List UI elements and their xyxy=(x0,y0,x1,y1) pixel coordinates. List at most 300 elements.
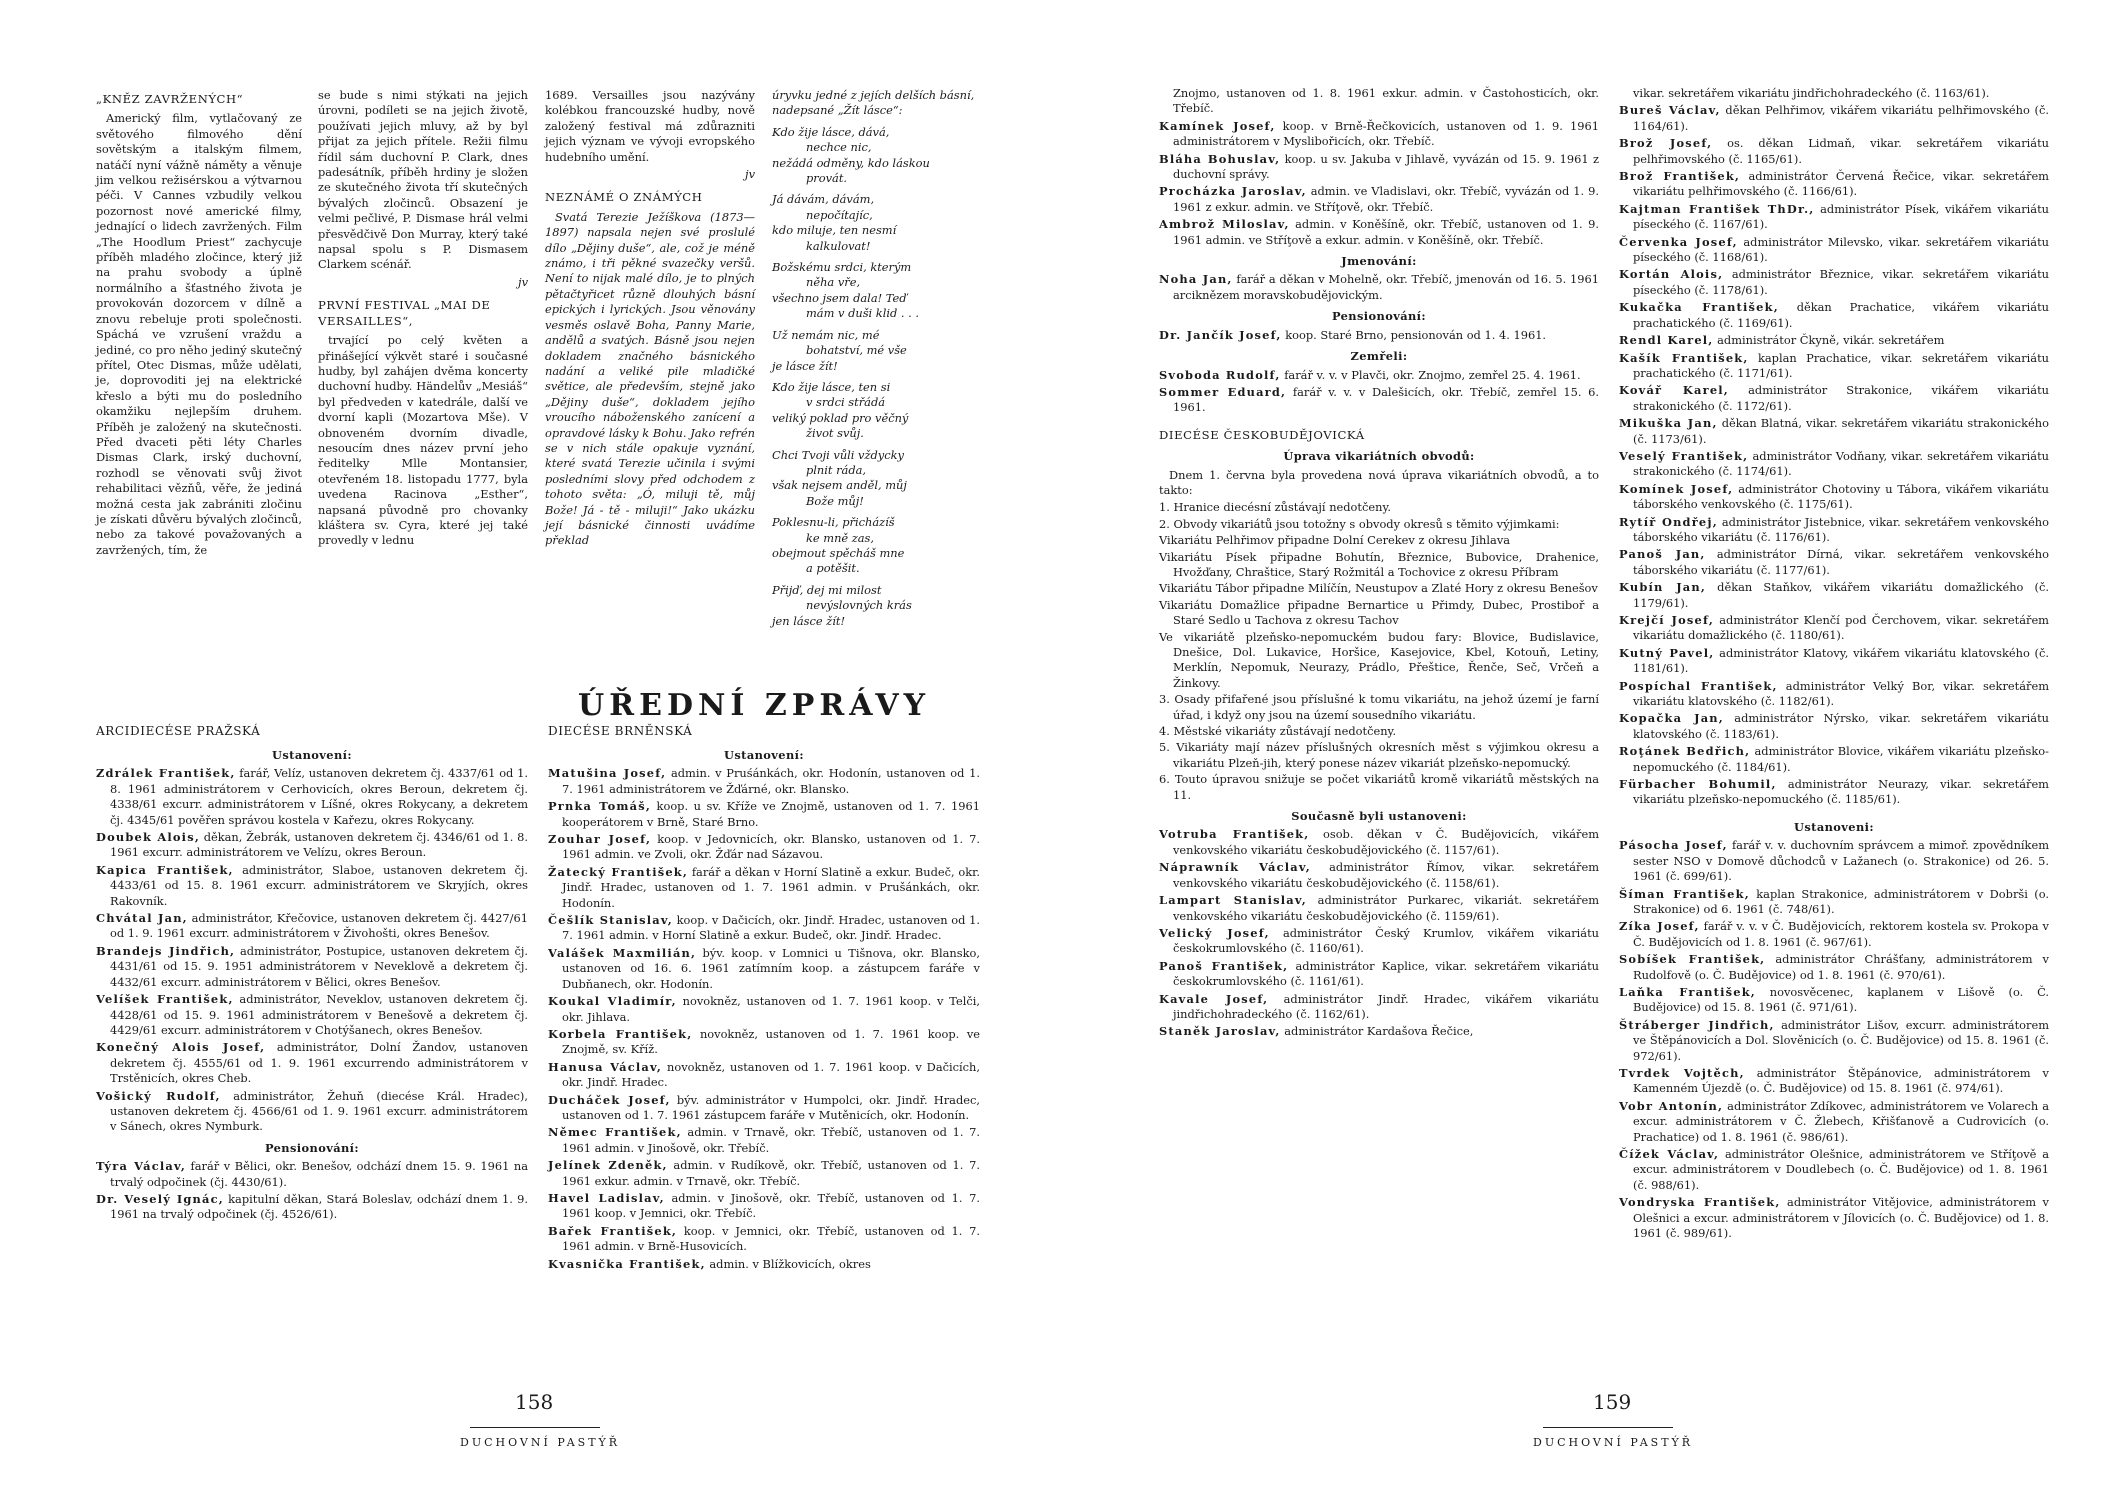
entry-text: administrátor Jindř. Hradec, vikářem vikariátu jindřichohradeckého (č. 1162/61). xyxy=(1173,991,1600,1021)
section-heading-brno: DIECÉSE BRNĚNSKÁ xyxy=(548,724,693,738)
entry-name: Velíšek František, xyxy=(96,992,234,1007)
page-footer: DUCHOVNÍ PASTÝŘ xyxy=(460,1436,621,1449)
entry xyxy=(548,1125,980,1156)
entry xyxy=(1159,926,1599,957)
entry xyxy=(1619,777,2049,808)
uprava-list-item: Vikariátu Pelhřimov připadne Dolní Cerekev z okresu Jihlava xyxy=(1159,533,1511,548)
entry xyxy=(1159,385,1599,416)
entry-name: Noha Jan, xyxy=(1159,272,1233,287)
entry xyxy=(1159,328,1599,343)
entry-text: farář v Bělici, okr. Benešov, odchází dnem 15. 9. 1961 na trvalý odpočinek (čj. 4430/61). xyxy=(110,1159,528,1189)
left-col-3 xyxy=(545,88,755,551)
entry-name: Sommer Eduard, xyxy=(1159,384,1287,399)
entry-name: Mikuška Jan, xyxy=(1619,416,1718,431)
jmenovani-entries xyxy=(1159,272,1599,303)
entry-name: Kapica František, xyxy=(96,862,234,877)
page-number: 158 xyxy=(515,1390,554,1414)
poem-stanza xyxy=(772,515,982,577)
entry xyxy=(1619,985,2049,1016)
entry-name: Svoboda Rudolf, xyxy=(1159,367,1281,382)
entry xyxy=(1619,1195,2049,1241)
entry xyxy=(1619,136,2049,167)
entry-name: Votruba František, xyxy=(1159,827,1310,842)
section-title: ÚŘEDNÍ ZPRÁVY xyxy=(578,688,931,723)
poem-line: nevýslovných krás xyxy=(806,598,912,613)
entry-text: administrátor Klenčí pod Čerchovem, vikar. sekretářem vikariátu domažlického (č. 1180/61). xyxy=(1633,613,2049,643)
poem-stanza xyxy=(772,260,982,322)
entry xyxy=(1619,1018,2049,1064)
entry-name: Hanusa Václav, xyxy=(548,1059,663,1074)
entry-name: Jelínek Zdeněk, xyxy=(548,1158,668,1173)
entry-name: Červenka Josef, xyxy=(1619,234,1738,249)
entry-name: Matušina Josef, xyxy=(548,766,667,781)
entry-name: Komínek Josef, xyxy=(1619,481,1734,496)
entry-text: farář v. v. v Dalešicích, okr. Třebíč, zemřel 15. 6. 1961. xyxy=(1173,384,1599,415)
poem-line: Chci Tvoji vůli vždycky xyxy=(772,447,904,462)
continued-entry: Znojmo, ustanoven od 1. 8. 1961 exkur. admin. v Častohosticích, okr. Třebíč. xyxy=(1173,86,1599,116)
entry-text: administrátor Kaplice, vikar. sekretářem vikariátu českokrumlovského (č. 1161/61). xyxy=(1173,958,1599,989)
uprava-list-item: 6. Touto úpravou snižuje se počet vikariátů kromě vikariátů městských na 11. xyxy=(1159,772,1599,802)
entry-name: Rendl Karel, xyxy=(1619,333,1714,348)
entry-text: admin. v Rudíkově, okr. Třebíč, ustanoven od 1. 7. 1961 exkur. admin. v Trnavě, okr. Třebíč. xyxy=(562,1158,981,1188)
entry-text: kapitulní děkan, Stará Boleslav, odchází dnem 1. 9. 1961 na trvalý odpočinek (čj. 4526/61). xyxy=(110,1191,528,1222)
entry xyxy=(1159,184,1599,215)
poem-line: Bože můj! xyxy=(806,493,864,508)
entry-name: Kubín Jan, xyxy=(1619,580,1707,595)
entry-text: admin. v Blížkovicích, okres xyxy=(705,1256,871,1271)
entry-text: administrátor Římov, vikar. sekretářem venkovského vikariátu českobudějovického (č. 1158/61). xyxy=(1173,860,1600,890)
entry xyxy=(548,1060,980,1091)
entry-name: Velický Josef, xyxy=(1159,925,1270,940)
poem-stanza xyxy=(772,448,982,510)
page-number: 159 xyxy=(1593,1390,1632,1414)
poem-stanza xyxy=(772,380,982,442)
entry-name: Valášek Maxmilián, xyxy=(548,945,697,960)
entry-name: Kopačka Jan, xyxy=(1619,711,1724,726)
continued-entry: vikar. sekretářem vikariátu jindřichohradeckého (č. 1163/61). xyxy=(1633,86,1990,100)
entry-text: administrátor Štěpánovice, administrátorem v Kamenném Újezdě (o. Č. Budějovice) od 15. 8. 1961 (č. 974/61). xyxy=(1633,1065,2049,1096)
entry xyxy=(96,830,528,861)
entry-name: Korbela František, xyxy=(548,1026,693,1041)
entry xyxy=(548,913,980,944)
entry-name: Sobíšek František, xyxy=(1619,952,1766,967)
poem-line: je lásce žít! xyxy=(772,358,838,373)
entry xyxy=(1619,1099,2049,1145)
article-heading-neznámé: NEZNÁMÉ O ZNÁMÝCH xyxy=(545,190,703,205)
entry-name: Staněk Jaroslav, xyxy=(1159,1024,1281,1039)
right-page xyxy=(1063,0,2126,1500)
poem-stanzas xyxy=(772,125,982,629)
entry xyxy=(1619,383,2049,414)
poem-line: provát. xyxy=(806,171,848,186)
uprava-list-item: 1. Hranice diecésní zůstávají nedotčeny. xyxy=(1159,500,1391,515)
entry-name: Ducháček Josef, xyxy=(548,1092,671,1107)
entry xyxy=(1159,119,1599,150)
poem-line: plnit ráda, xyxy=(806,462,867,477)
entry xyxy=(96,911,528,942)
entry-name: Kašík František, xyxy=(1619,350,1749,365)
entry-text: administrátor Dírná, vikar. sekretářem venkovského táborského vikariátu (č. 1177/61). xyxy=(1633,547,2049,577)
entry-name: Procházka Jaroslav, xyxy=(1159,184,1307,199)
entry xyxy=(1159,959,1599,990)
entry-name: Náprawník Václav, xyxy=(1159,860,1311,875)
poem-line: nežádá odměny, kdo láskou xyxy=(772,155,930,170)
entry xyxy=(1159,1024,1599,1039)
entry-name: Bařek František, xyxy=(548,1223,678,1238)
entry xyxy=(548,1257,980,1272)
entry-name: Kavale Josef, xyxy=(1159,991,1269,1006)
poem-line: bohatství, mé vše xyxy=(806,343,907,358)
entry xyxy=(1619,613,2049,644)
entry-text: administrátor Čkyně, vikár. sekretářem xyxy=(1713,333,1945,348)
entry xyxy=(1619,515,2049,546)
entry xyxy=(548,1093,980,1124)
footer-rule xyxy=(1543,1427,1673,1428)
poem-line: však nejsem anděl, můj xyxy=(772,478,907,493)
article-text-kněz-cont: se bude s nimi stýkati na jejich úrovni, podíleti se na jejich životě, používati jejich mluvy, až by byl přijat za jejich přítele. Režii filmu řídil sám duchovní P. Clark, dnes padesátník, příběh hrdiny je složen ze skutečného života tří skutečných bývalých zločinců. Obsazení je velmi pečlivé, P. Dismase hrál velmi přesvědčivě Don Murray, který také napsal spolu s P. Dismasem Clarkem scénář. xyxy=(318,88,528,272)
entry-text: os. děkan Lidmaň, vikar. sekretářem vikariátu pelhřimovského (č. 1165/61). xyxy=(1633,136,2049,166)
entry xyxy=(548,799,980,830)
footer-rule xyxy=(470,1427,600,1428)
entry xyxy=(1619,333,2049,348)
article-text-festival-cont: 1689. Versailles jsou nazývány kolébkou francouzské hudby, nově založený festival má zdůrazniti jejich význam ve vývoji evropského hudebního umění. xyxy=(545,88,755,164)
poem-line: Poklesnu-li, přicházíš xyxy=(772,515,895,530)
entry-text: administrátor Kardašova Řečice, xyxy=(1280,1024,1474,1039)
entry-text: administrátor Velký Bor, vikar. sekretářem vikariátu klatovského (č. 1182/61). xyxy=(1633,678,2049,709)
article-text-festival: trvající po celý květen a přinášející výkvět staré i současné hudby, byl zahájen dvěma koncerty duchovní hudby. Händelův „Mesiáš“ byl předveden v katedrále, další ve dvorní kapli (Mozartova Mše). V obnoveném dvorním divadle, nesoucím dnes název první jeho ředitelky Mlle Montansier, otevřeném 18. listopadu 1777, byla uvedena Racinova „Esther“, napsaná původně pro chovanky kláštera sv. Cyra, které jej také provedly v lednu xyxy=(318,333,528,548)
uprava-list xyxy=(1159,500,1599,803)
entry-name: Veselý František, xyxy=(1619,448,1749,463)
uprava-list-item: 5. Vikariáty mají název příslušných okresních měst s výjimkou okresu a vikariátu Plzeň-jih, který ponese název vikariát plzeňsko-nepomucký. xyxy=(1159,740,1599,770)
entry xyxy=(548,832,980,863)
entry-name: Šíman František, xyxy=(1619,886,1750,901)
praha-column xyxy=(96,742,528,1225)
entry-name: Panoš Jan, xyxy=(1619,547,1706,562)
entry xyxy=(548,1224,980,1255)
entry-text: administrátor Vodňany, vikar. sekretářem vikariátu strakonického (č. 1174/61). xyxy=(1633,448,2049,479)
entry xyxy=(96,1040,528,1086)
left-col-4-poem xyxy=(772,88,982,635)
poem-line: Já dávám, dávám, xyxy=(772,192,875,207)
entry xyxy=(1619,482,2049,513)
entry xyxy=(1159,992,1599,1023)
brno-entries xyxy=(548,766,980,1272)
entry-text: býv. koop. v Lomnici u Tišnova, okr. Blansko, ustanoven od 16. 6. 1961 zatímním koop. a zástupcem faráře v Dubňanech, okr. Hodonín. xyxy=(562,945,980,991)
entry xyxy=(548,1191,980,1222)
signature: jv xyxy=(745,167,755,182)
entry-text: novokněz, ustanoven od 1. 7. 1961 koop. v Telči, okr. Jihlava. xyxy=(562,994,980,1024)
entry-text: admin. ve Vladislavi, okr. Třebíč, vyvázán od 1. 9. 1961 z exkur. admin. ve Stříţově, okr. Třebíč. xyxy=(1173,184,1599,214)
pensionovani-entries xyxy=(1159,328,1599,343)
entry-text: administrátor Klatovy, vikářem vikariátu klatovského (č. 1181/61). xyxy=(1633,645,2050,676)
poem-line: Přijď, dej mi milost xyxy=(772,582,882,597)
article-heading-festival: PRVNÍ FESTIVAL „MAI DE VERSAILLES“, xyxy=(318,298,491,328)
entry-name: Pásocha Josef, xyxy=(1619,838,1728,853)
subheading-zemreli: Zemřeli: xyxy=(1350,349,1408,364)
entry-name: Čížek Václav, xyxy=(1619,1147,1720,1161)
entry-name: Brož František, xyxy=(1619,169,1741,184)
poem-line: ke mně zas, xyxy=(806,530,875,545)
entry-text: farář a děkan v Horní Slatině a exkur. Budeč, okr. Jindř. Hradec, ustanoven od 1. 7. 1961 admin. v Prušánkách, okr. Hodonín. xyxy=(562,864,980,910)
entry xyxy=(1619,351,2049,382)
poem-line: život svůj. xyxy=(806,426,864,441)
brno-column xyxy=(548,742,980,1274)
entry-text: admin. v Jinošově, okr. Třebíč, ustanoven od 1. 7. 1961 koop. v Jemnici, okr. Třebíč. xyxy=(562,1190,980,1221)
entry xyxy=(96,1192,528,1223)
entry-text: farář, Velíz, ustanoven dekretem čj. 4337/61 od 1. 8. 1961 administrátorem v Cerhovicích, okres Beroun, dekretem čj. 4338/61 excurr. administrátorem v Líšné, okres Rokycany, a dekretem čj. 4345/61 pověřen správou kostela v Kařezu, okres Rokycany. xyxy=(110,766,528,827)
entry xyxy=(1619,202,2049,233)
entry xyxy=(1619,887,2049,918)
entry-name: Brož Josef, xyxy=(1619,136,1713,151)
poem-line: Už nemám nic, mé xyxy=(772,327,880,342)
subheading-uprava: Úprava vikariátních obvodů: xyxy=(1283,449,1475,464)
entry-name: Bureš Václav, xyxy=(1619,103,1721,118)
entry-text: farář v. v. v Č. Budějovicích, rektorem kostela sv. Prokopa v Č. Budějovicích od 1. 8. 1961 (č. 967/61). xyxy=(1633,919,2049,949)
entry xyxy=(548,946,980,992)
entry-name: Tvrdek Vojtěch, xyxy=(1619,1065,1745,1080)
entry-text: administrátor Neurazy, vikar. sekretářem vikariátu plzeňsko-nepomuckého (č. 1185/61). xyxy=(1633,777,2049,807)
entry-name: Dr. Veselý Ignác, xyxy=(96,1191,224,1206)
brno-entries-cont xyxy=(1159,119,1599,248)
entry-name: Kamínek Josef, xyxy=(1159,118,1276,133)
entry xyxy=(548,766,980,797)
subheading-ustanoveni: Ustanovení: xyxy=(724,748,804,762)
entry-text: administrátor Lišov, excurr. administrátorem ve Štěpánovicích a Dol. Slověnicích (o. Č. Budějovice) od 15. 8. 1961 (č. 972/61). xyxy=(1633,1017,2050,1063)
entry xyxy=(1619,679,2049,710)
subheading-jmenovani: Jmenování: xyxy=(1341,254,1417,269)
entry-name: Prnka Tomáš, xyxy=(548,799,651,814)
page-footer: DUCHOVNÍ PASTÝŘ xyxy=(1533,1436,1694,1449)
poem-stanza xyxy=(772,125,982,187)
entry-name: Konečný Alois Josef, xyxy=(96,1040,266,1055)
praha-entries xyxy=(96,766,528,1134)
entry-name: Havel Ladislav, xyxy=(548,1190,665,1205)
entry-text: administrátor, Žehuň (diecése Král. Hradec), ustanoven dekretem čj. 4566/61 od 1. 9. 1961 excurr. administrátorem v Sánech, okres Nymburk. xyxy=(110,1088,528,1134)
entry xyxy=(1159,152,1599,183)
poem-line: Kdo žije lásce, ten si xyxy=(772,379,891,394)
entry-text: koop. u sv. Jakuba v Jihlavě, vyvázán od 15. 9. 1961 z duchovní správy. xyxy=(1173,151,1599,182)
subheading-soucasne: Současně byli ustanoveni: xyxy=(1291,809,1467,824)
entry xyxy=(96,766,528,828)
entry-text: administrátor Nýrsko, vikar. sekretářem vikariátu klatovského (č. 1183/61). xyxy=(1633,711,2049,741)
entry-text: administrátor Strakonice, vikářem vikariátu strakonického (č. 1172/61). xyxy=(1633,383,2050,413)
entry-text: novokněz, ustanoven od 1. 7. 1961 koop. v Dačicích, okr. Jindř. Hradec. xyxy=(562,1059,980,1090)
entry xyxy=(548,1158,980,1189)
uprava-list-item: Vikariátu Domažlice připadne Bernartice u Přimdy, Dubec, Prostiboř a Staré Sedlo u Tachova z okresu Tachov xyxy=(1159,597,1599,628)
poem-intro: úryvku jedné z jejích delších básní, nadepsané „Žít lásce“: xyxy=(772,88,975,118)
entry-text: administrátor Písek, vikářem vikariátu píseckého (č. 1167/61). xyxy=(1633,201,2049,232)
entry-text: farář v. v. duchovním správcem a mimoř. zpovědníkem sester NSO v Domově důchodců v Lažanech (o. Strakonice) od 26. 5. 1961 (č. 699/61). xyxy=(1633,838,2049,884)
entry-text: novosvěcenec, kaplanem v Lišově (o. Č. Budějovice) od 15. 8. 1961 (č. 971/61). xyxy=(1633,984,2049,1015)
poem-line: Kdo žije lásce, dává, xyxy=(772,124,890,139)
entry-name: Vošický Rudolf, xyxy=(96,1088,221,1103)
entry-text: děkan Blatná, vikar. sekretářem vikariátu strakonického (č. 1173/61). xyxy=(1633,416,2049,446)
left-col-2 xyxy=(318,88,528,551)
entry xyxy=(1619,838,2049,884)
article-text-neznámé: Svatá Terezie Ježíškova (1873—1897) napsala nejen své proslulé dílo „Dějiny duše“, ale, což je méně známo, i tři pěkné svazečky veršů. Není to nijak malé dílo, je to plných pětačtyřicet různě dlouhých básní epických i lyrických. Jsou věnovány vesměs oslavě Boha, Panny Marie, andělů a svatých. Básně jsou nejen dokladem značného básnického nadání a veliké pile mladičké světice, ale především, stejně jako „Dějiny duše“, dokladem jejího vroucího náboženského zanícení a opravdové lásky k Bohu. Jako refrén se v nich stále opakuje vyznání, které svatá Terezie učinila i svými posledními slovy před odchodem z tohoto světa: „Ó, miluji tě, můj Bože! Já - tě - miluji!“ Jako ukázku její básnické činnosti uvádíme překlad xyxy=(545,209,755,548)
entry xyxy=(1619,646,2049,677)
entry-name: Žatecký František, xyxy=(548,864,689,879)
entry-text: novokněz, ustanoven od 1. 7. 1961 koop. ve Znojmě, sv. Kříž. xyxy=(562,1026,980,1057)
entry-name: Kvasnička František, xyxy=(548,1256,706,1271)
entry-name: Vobr Antonín, xyxy=(1619,1098,1724,1113)
entry xyxy=(1159,827,1599,858)
entry-name: Němec František, xyxy=(548,1125,682,1140)
entry xyxy=(1619,300,2049,331)
entry-text: administrátor, Dolní Žandov, ustanoven dekretem čj. 4555/61 od 1. 9. 1961 excurrendo administrátorem v Trstěnicích, okres Cheb. xyxy=(110,1040,528,1086)
entry-text: administrátor, Slaboe, ustanoven dekretem čj. 4433/61 od 15. 8. 1961 excurr. administrátorem ve Skryjích, okres Rakovník. xyxy=(110,862,528,908)
entry-name: Vondryska František, xyxy=(1619,1195,1781,1210)
entry-name: Kutný Pavel, xyxy=(1619,645,1715,660)
entry xyxy=(1619,1147,2049,1193)
article-heading-kněz: „KNĚZ ZAVRŽENÝCH“ xyxy=(96,92,244,106)
entry xyxy=(96,1089,528,1135)
entry xyxy=(1619,416,2049,447)
entry xyxy=(1159,217,1599,248)
entry-name: Zdrálek František, xyxy=(96,766,236,781)
entry-text: farář a děkan v Mohelně, okr. Třebíč, jmenován od 16. 5. 1961 arciknězem moravskobudějovickým. xyxy=(1173,272,1599,302)
entry xyxy=(1159,368,1599,383)
entry-name: Roţánek Bedřich, xyxy=(1619,744,1751,759)
entry-text: administrátor Jistebnice, vikar. sekretářem venkovského táborského vikariátu (č. 1176/61). xyxy=(1633,514,2050,544)
poem-line: všechno jsem dala! Teď xyxy=(772,290,907,305)
poem-line: obejmout spěcháš mne xyxy=(772,545,905,560)
subheading-pensionovani: Pensionování: xyxy=(264,1140,360,1155)
section-heading-praha: ARCIDIECÉSE PRAŽSKÁ xyxy=(96,724,261,738)
entry-name: Zíka Josef, xyxy=(1619,919,1700,934)
entry-text: admin. v Pruśánkách, okr. Hodonín, ustanoven od 1. 7. 1961 administrátorem ve Žďárné, okr. Blansko. xyxy=(562,766,980,796)
uprava-intro: Dnem 1. června byla provedena nová úprava vikariátních obvodů, a to takto: xyxy=(1159,467,1599,497)
article-text-kněz: Americký film, vytlačovaný ze světového filmového dění sovětským a italským filmem, natáčí nyní vážně náměty a věnuje jim velkou režisérskou a výtvarnou péči. V Cannes vzbudily velkou pozornost nové americké filmy, jednající o lidech zavržených. Film „The Hoodlum Priest“ zachycuje příběh mladého zločince, který již na prahu svobody a úplně normálního a šťastného života je provokován dozorcem v dílně a znovu rebeluje proti společnosti. Spáchá ve vzrušení vraždu a jediné, co pro něho jediný skutečný přítel, Otec Dismas, může udělati, je, doprovoditi jej na elektrické křeslo a býti mu do posledního okamžiku nejlepším druhem. Příběh je založený na skutečnosti. Před dvaceti pěti léty Charles Dismas Clark, irský duchovní, rozhodl se věnovati svůj život rehabilitaci vězňů, věře, že jediná možná cesta jak zabrániti zločinu je získati důvěru bývalých zločinců, nebo za takové považovaných a zavržených, tím, že xyxy=(96,111,302,557)
right-col-b xyxy=(1619,86,2049,1243)
entry-text: administrátor Olešnice, administrátorem ve Stříţově a excur. administrátorem v Doudlebech (o. Č. Budějovice) od 1. 8. 1961 (č. 988/61). xyxy=(1633,1147,2049,1192)
entry-name: Kukačka František, xyxy=(1619,300,1779,315)
entry-text: administrátor Březnice, vikar. sekretářem vikariátu píseckého (č. 1178/61). xyxy=(1633,267,2049,297)
left-col-1 xyxy=(96,92,302,560)
signature: jv xyxy=(518,274,528,289)
poem-line: jen lásce žít! xyxy=(772,613,846,628)
entry-text: administrátor, Neveklov, ustanoven dekretem čj. 4428/61 od 15. 9. 1961 administrátorem v Benešově a dekretem čj. 4429/61 excurr. administrátorem v Chotýšanech, okres Benešov. xyxy=(110,992,528,1037)
entry xyxy=(96,863,528,909)
entry xyxy=(1619,919,2049,950)
entry xyxy=(96,1159,528,1190)
entry-name: Laňka František, xyxy=(1619,984,1756,999)
entry-name: Češlík Stanislav, xyxy=(548,913,673,928)
poem-line: v srdci střádá xyxy=(806,395,886,410)
right-col-a xyxy=(1159,86,1599,1042)
entry-name: Kortán Alois, xyxy=(1619,267,1724,282)
entry-text: administrátor, Postupice, ustanoven dekretem čj. 4431/61 od 15. 9. 1951 administrátorem v Neveklově a dekretem čj. 4432/61 excurr. administrátorem v Bělici, okres Benešov. xyxy=(110,943,529,989)
soucasne-entries xyxy=(1159,827,1599,1039)
entry-name: Kajtman František ThDr., xyxy=(1619,201,1815,216)
poem-stanza xyxy=(772,583,982,629)
entry-text: koop. v Jedovnicích, okr. Blansko, ustanoven od 1. 7. 1961 admin. ve Zvoli, okr. Žďár nad Sázavou. xyxy=(562,832,980,862)
entry-text: děkan, Žebrák, ustanoven dekretem čj. 4346/61 od 1. 8. 1961 excurr. administrátorem ve Velízu, okres Beroun. xyxy=(110,830,528,860)
poem-stanza xyxy=(772,192,982,254)
entry-name: Doubek Alois, xyxy=(96,830,200,845)
poem-line: nechce nic, xyxy=(806,140,872,155)
entry-text: koop. v Dačicích, okr. Jindř. Hradec, ustanoven od 1. 7. 1961 admin. v Horní Slatině a exkur. Budeč, okr. Jindř. Hradec. xyxy=(562,913,981,943)
entry xyxy=(548,994,980,1025)
entry-text: kaplan Strakonice, administrátorem v Dobrši (o. Strakonice) od 6. 1961 (č. 748/61). xyxy=(1633,886,2049,916)
entry-text: děkan Staňkov, vikářem vikariátu domažlického (č. 1179/61). xyxy=(1633,580,2049,610)
entry-text: administrátor Český Krumlov, vikářem vikariátu českokrumlovského (č. 1160/61). xyxy=(1173,925,1600,956)
entry-name: Pospíchal František, xyxy=(1619,678,1778,693)
poem-line: veliký poklad pro věčný xyxy=(772,410,909,425)
cb-vikar-entries xyxy=(1619,103,2049,807)
entry-text: administrátor Purkarec, vikariát. sekretářem venkovského vikariátu českobudějovického (č. 1159/61). xyxy=(1173,893,1599,923)
poem-line: nepočítajíc, xyxy=(806,207,873,222)
entry xyxy=(1619,744,2049,775)
entry xyxy=(1159,272,1599,303)
uprava-list-item: 4. Městské vikariáty zůstávají nedotčeny. xyxy=(1159,724,1397,739)
uprava-list-item: 3. Osady přifařené jsou příslušné k tomu vikariátu, na jehož území je farní úřad, i když ony jsou na území sousedního vikariátu. xyxy=(1159,692,1599,722)
entry-name: Ambrož Miloslav, xyxy=(1159,217,1290,232)
entry-name: Lampart Stanislav, xyxy=(1159,893,1307,908)
poem-line: Božskému srdci, kterým xyxy=(772,260,912,275)
section-heading-cb: DIECÉSE ČESKOBUDĚJOVICKÁ xyxy=(1159,427,1365,442)
entry-name: Štráberger Jindřich, xyxy=(1619,1017,1775,1032)
cb-ustanoveni-entries xyxy=(1619,838,2049,1241)
uprava-list-item: 2. Obvody vikariátů jsou totožny s obvody okresů s těmito výjimkami: xyxy=(1159,516,1560,531)
poem-stanza xyxy=(772,328,982,374)
entry-name: Brandejs Jindřich, xyxy=(96,943,236,958)
entry-text: býv. administrátor v Humpolci, okr. Jindř. Hradec, ustanoven od 1. 7. 1961 zástupcem faráře v Mutěnicích, okr. Hodonín. xyxy=(562,1092,980,1122)
entry xyxy=(1619,952,2049,983)
entry xyxy=(1619,449,2049,480)
entry xyxy=(1619,103,2049,134)
entry-name: Chvátal Jan, xyxy=(96,911,188,926)
entry-name: Fürbacher Bohumil, xyxy=(1619,777,1777,792)
entry-text: kaplan Prachatice, vikar. sekretářem vikariátu prachatického (č. 1171/61). xyxy=(1633,350,2049,380)
entry-text: administrátor Chotoviny u Tábora, vikářem vikariátu táborského venkovského (č. 1175/61). xyxy=(1633,481,2050,512)
entry-text: admin. v Trnavě, okr. Třebíč, ustanoven od 1. 7. 1961 admin. v Jinošově, okr. Třebíč. xyxy=(562,1125,981,1155)
entry xyxy=(1159,860,1599,891)
entry-name: Týra Václav, xyxy=(96,1159,186,1174)
entry-text: koop. v Jemnici, okr. Třebíč, ustanoven od 1. 7. 1961 admin. v Brně-Husovicích. xyxy=(562,1223,980,1254)
entry-text: administrátor Blovice, vikářem vikariátu plzeňsko-nepomuckého (č. 1184/61). xyxy=(1633,744,2049,774)
poem-line: kalkulovat! xyxy=(806,238,871,253)
entry-text: administrátor Milevsko, vikar. sekretářem vikariátu píseckého (č. 1168/61). xyxy=(1633,234,2049,265)
entry-text: osob. děkan v Č. Budějovicích, vikářem venkovského vikariátu českobudějovického (č. 1157/61). xyxy=(1173,827,1599,857)
entry xyxy=(1619,169,2049,200)
subheading-ustanoveni: Ustanovení: xyxy=(272,748,352,762)
poem-line: mám v duši klid . . . xyxy=(806,306,920,321)
entry-text: děkan Pelhřimov, vikářem vikariátu pelhřimovského (č. 1164/61). xyxy=(1633,103,2049,133)
entry-text: administrátor Chrášťany, administrátorem v Rudolfově (o. Č. Budějovice) od 1. 8. 1961 (č. 970/61). xyxy=(1633,952,2049,982)
entry xyxy=(96,992,528,1038)
subheading-ustanoveni: Ustanoveni: xyxy=(1794,819,1874,834)
praha-pension-entries xyxy=(96,1159,528,1223)
entry-name: Panoš František, xyxy=(1159,958,1289,973)
entry-text: koop. Staré Brno, pensionován od 1. 4. 1961. xyxy=(1281,327,1547,342)
entry xyxy=(1619,235,2049,266)
uprava-list-item: Vikariátu Písek připadne Bohutín, Březnice, Bubovice, Drahenice, Hvožďany, Chraštice, Starý Rožmitál a Tochovice z okresu Příbram xyxy=(1159,549,1599,579)
entry xyxy=(1619,267,2049,298)
entry-text: farář v. v. v Plavči, okr. Znojmo, zemřel 25. 4. 1961. xyxy=(1280,367,1581,382)
entry-text: administrátor, Křečovice, ustanoven dekretem čj. 4427/61 od 1. 9. 1961 excurr. administrátorem v Živohošti, okres Benešov. xyxy=(110,911,528,941)
entry xyxy=(1159,893,1599,924)
entry-name: Bláha Bohuslav, xyxy=(1159,151,1281,166)
entry-text: administrátor Vitějovice, administrátorem v Olešnici a excur. administrátorem v Jílovicích (o. Č. Budějovice) od 1. 8. 1961 (č. 989/61). xyxy=(1633,1195,2049,1241)
entry-name: Rytíř Ondřej, xyxy=(1619,514,1718,529)
entry xyxy=(1619,547,2049,578)
subheading-pensionovani: Pensionování: xyxy=(1331,309,1427,324)
poem-line: něha vře, xyxy=(806,275,861,290)
entry-name: Koukal Vladimír, xyxy=(548,994,677,1009)
entry xyxy=(548,1027,980,1058)
uprava-list-item: Ve vikariátě plzeňsko-nepomuckém budou fary: Blovice, Budislavice, Dnešice, Dol. Lukavice, Horšice, Kasejovice, Kbel, Kotouň, Letiny, Merklín, Nepomuk, Neurazy, Prádlo, Přeštice, Řenče, Seč, Vrčeň a Žinkovy. xyxy=(1159,629,1599,690)
